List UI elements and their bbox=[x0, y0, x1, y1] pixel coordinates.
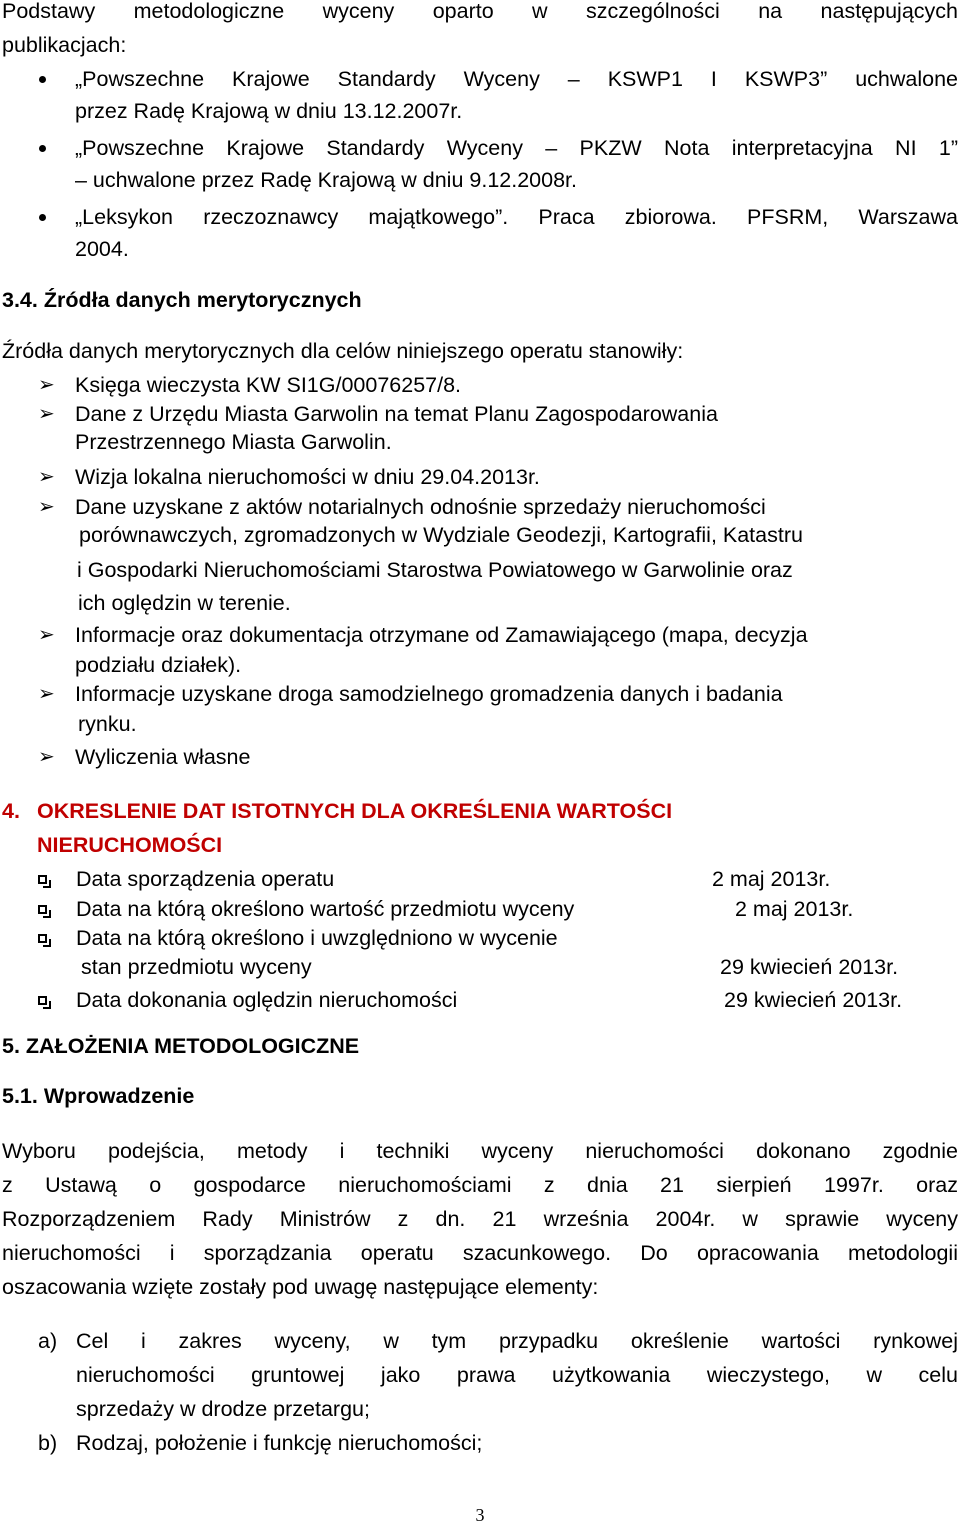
date-3-label-line-2: stan przedmiotu wyceny bbox=[81, 955, 312, 979]
source-item-4-line-4: ich oględzin w terenie. bbox=[78, 591, 291, 615]
source-item-4-line-3: i Gospodarki Nieruchomościami Starostwa Powiatowego w Garwolinie oraz bbox=[77, 558, 793, 582]
bullet-dot-icon bbox=[39, 145, 46, 152]
section-3-4-intro: Źródła danych merytorycznych dla celów niniejszego operatu stanowiły: bbox=[2, 339, 684, 363]
intro-line-2: publikacjach: bbox=[2, 33, 127, 57]
source-item-4-line-1: Dane uzyskane z aktów notarialnych odnośnie sprzedaży nieruchomości bbox=[75, 495, 766, 519]
publication-1-line-1: „Powszechne Krajowe Standardy Wyceny – KSWP1 I KSWP3” uchwalone bbox=[75, 67, 958, 91]
date-3-label: Data na którą określono i uwzględniono w wycenie bbox=[76, 926, 558, 950]
arrow-bullet-icon: ➢ bbox=[38, 683, 55, 705]
page-number: 3 bbox=[475, 1505, 485, 1525]
section-5-1-heading: 5.1. Wprowadzenie bbox=[2, 1084, 195, 1108]
section-4-number: 4. bbox=[2, 799, 20, 823]
section-3-4-heading: 3.4. Źródła danych merytorycznych bbox=[2, 288, 362, 312]
checkbox-bullet-icon bbox=[38, 905, 47, 914]
date-4-value: 29 kwiecień 2013r. bbox=[724, 988, 903, 1012]
bullet-dot-icon bbox=[39, 214, 46, 221]
date-1-label: Data sporządzenia operatu bbox=[76, 867, 335, 891]
publication-3-line-2: 2004. bbox=[75, 237, 129, 261]
source-item-5-line-1: Informacje oraz dokumentacja otrzymane od Zamawiającego (mapa, decyzja bbox=[75, 623, 808, 647]
element-a-line-2: nieruchomości gruntowej jako prawa użytkowania wieczystego, w celu bbox=[76, 1363, 958, 1387]
arrow-bullet-icon: ➢ bbox=[38, 403, 55, 425]
arrow-bullet-icon: ➢ bbox=[38, 496, 55, 518]
source-item-6-line-1: Informacje uzyskane droga samodzielnego gromadzenia danych i badania bbox=[75, 682, 783, 706]
para-line-3: Rozporządzeniem Rady Ministrów z dn. 21 września 2004r. w sprawie wyceny bbox=[2, 1207, 958, 1231]
publication-1-line-2: przez Radę Krajową w dniu 13.12.2007r. bbox=[75, 99, 463, 123]
arrow-bullet-icon: ➢ bbox=[38, 466, 55, 488]
arrow-bullet-icon: ➢ bbox=[38, 746, 55, 768]
checkbox-bullet-icon bbox=[38, 934, 47, 943]
element-b-marker: b) bbox=[38, 1431, 58, 1455]
date-2-label: Data na którą określono wartość przedmiotu wyceny bbox=[76, 897, 575, 921]
element-b-line-1: Rodzaj, położenie i funkcję nieruchomości; bbox=[76, 1431, 483, 1455]
element-a-line-1: Cel i zakres wyceny, w tym przypadku określenie wartości rynkowej bbox=[76, 1329, 958, 1353]
bullet-dot-icon bbox=[39, 76, 46, 83]
section-5-heading: 5. ZAŁOŻENIA METODOLOGICZNE bbox=[2, 1034, 360, 1058]
para-line-4: nieruchomości i sporządzania operatu szacunkowego. Do opracowania metodologii bbox=[2, 1241, 958, 1265]
source-item-2-line-1: Dane z Urzędu Miasta Garwolin na temat Planu Zagospodarowania bbox=[75, 402, 718, 426]
publication-2-line-2: – uchwalone przez Radę Krajową w dniu 9.12.2008r. bbox=[75, 168, 577, 192]
date-2-value: 2 maj 2013r. bbox=[735, 897, 854, 921]
publication-3-line-1: „Leksykon rzeczoznawcy majątkowego”. Praca zbiorowa. PFSRM, Warszawa bbox=[75, 205, 958, 229]
date-4-label: Data dokonania oględzin nieruchomości bbox=[76, 988, 458, 1012]
source-item-5-line-2: podziału działek). bbox=[75, 653, 242, 677]
arrow-bullet-icon: ➢ bbox=[38, 374, 55, 396]
source-item-7: Wyliczenia własne bbox=[75, 745, 251, 769]
element-a-line-3: sprzedaży w drodze przetargu; bbox=[76, 1397, 370, 1421]
section-4-heading-line-2: NIERUCHOMOŚCI bbox=[37, 833, 223, 857]
element-a-marker: a) bbox=[38, 1329, 58, 1353]
checkbox-bullet-icon bbox=[38, 875, 47, 884]
date-1-value: 2 maj 2013r. bbox=[712, 867, 831, 891]
para-line-1: Wyboru podejścia, metody i techniki wyceny nieruchomości dokonano zgodnie bbox=[2, 1139, 958, 1163]
section-4-heading-line-1: OKRESLENIE DAT ISTOTNYCH DLA OKREŚLENIA WARTOŚCI bbox=[37, 799, 673, 823]
source-item-3: Wizja lokalna nieruchomości w dniu 29.04.2013r. bbox=[75, 465, 540, 489]
source-item-6-line-2: rynku. bbox=[78, 712, 137, 736]
para-line-2: z Ustawą o gospodarce nieruchomościami z dnia 21 sierpień 1997r. oraz bbox=[2, 1173, 958, 1197]
intro-line-1: Podstawy metodologiczne wyceny oparto w szczególności na następujących bbox=[2, 0, 958, 23]
para-line-5: oszacowania wzięte zostały pod uwagę następujące elementy: bbox=[2, 1275, 599, 1299]
date-3-value: 29 kwiecień 2013r. bbox=[720, 955, 899, 979]
source-item-4-line-2: porównawczych, zgromadzonych w Wydziale Geodezji, Kartografii, Katastru bbox=[79, 523, 803, 547]
publication-2-line-1: „Powszechne Krajowe Standardy Wyceny – PKZW Nota interpretacyjna NI 1” bbox=[75, 136, 958, 160]
source-item-2-line-2: Przestrzennego Miasta Garwolin. bbox=[75, 430, 392, 454]
source-item-1: Księga wieczysta KW SI1G/00076257/8. bbox=[75, 373, 462, 397]
checkbox-bullet-icon bbox=[38, 996, 47, 1005]
arrow-bullet-icon: ➢ bbox=[38, 624, 55, 646]
